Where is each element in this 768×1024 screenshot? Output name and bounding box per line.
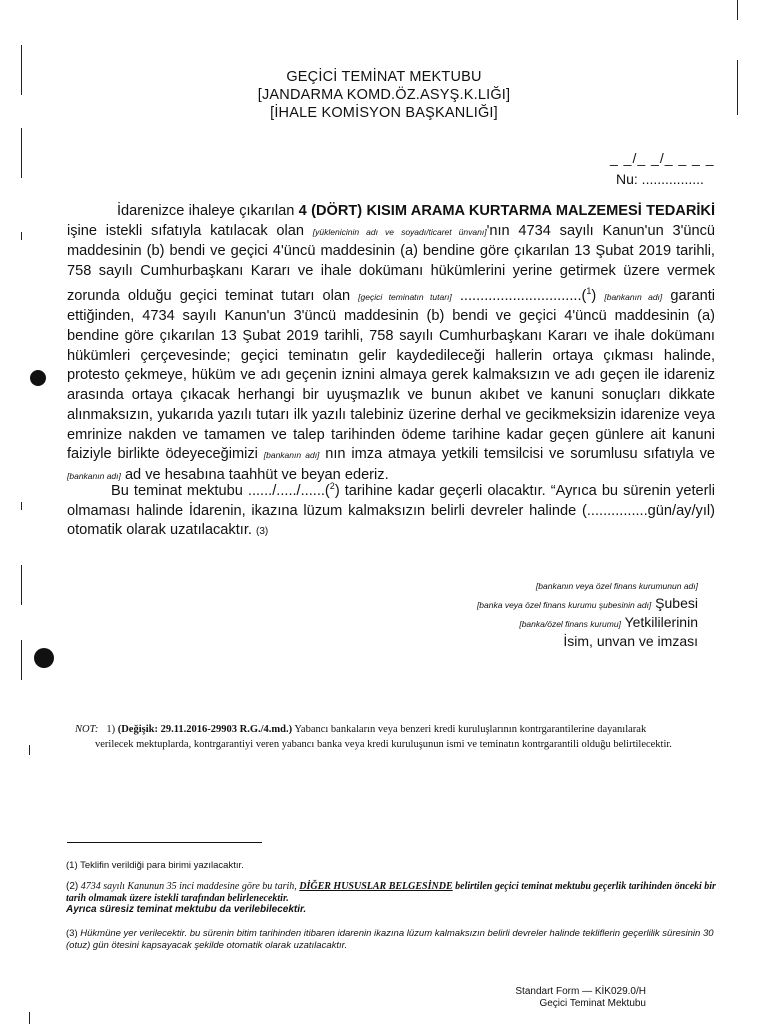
footnote-text: Ayrıca süresiz teminat mektubu da verilebilecektir. [66,904,307,915]
placeholder-bank: [bankanın adı] [263,450,320,461]
bank-placeholder: [banka/özel finans kurumu] [519,619,621,629]
placeholder-bank: [bankanın adı] [604,291,663,302]
main-paragraph [67,202,715,487]
footnote-emphasis: DİĞER HUSUSLAR BELGESİNDE [299,881,453,892]
scan-edge-line [21,232,22,240]
punch-hole [30,370,46,386]
date-placeholder: _ _/_ _/_ _ _ _ [610,150,715,166]
footnote-ref: (3) [256,526,269,538]
footnote-text: Hükmüne yer verilecektir. bu sürenin bitim tarihinden itibaren idarenin ikazına lüzum kalmaksızın belirli devreler halinde tekliflerin geçerlilik süresinin 30 (otuz) gün ötesini kapsayacak şekilde otomatik olarak uzatılacaktır. [66,928,714,951]
form-footer [515,986,646,1010]
text: İdarenizce ihaleye çıkarılan [117,203,299,219]
number-placeholder: Nu: ................ [616,171,704,187]
placeholder-contractor: [yüklenicinin adı ve soyadı/ticaret ünvanı] [312,226,487,237]
scan-edge-line [21,565,22,605]
bank-name-placeholder: [bankanın veya özel finans kurumunun adı] [535,581,698,591]
title-line: GEÇİCİ TEMİNAT MEKTUBU [286,69,482,85]
text: ) tarihine kadar geçerli olacaktır. “Ayrıca bu sürenin yeterli olmaması halinde İdarenin, ikazına lüzum kalmaksızın belirli devreler halinde (...............gün/ay/yıl) otomatik olarak uzatılacaktır. [67,482,715,539]
branch-line [477,595,698,614]
text: işine istekli sıfatıyla katılacak olan [67,222,313,239]
footnote-text: 4734 sayılı Kanunun 35 inci maddesine göre bu tarih, [78,881,300,892]
footnote-separator [67,842,262,843]
punch-hole [34,648,54,668]
placeholder-amount: [geçici teminatın tutarı] [358,291,452,302]
note-block [75,722,720,752]
footnote-ref: 2 [329,481,335,491]
authorized-line [477,614,698,633]
text: ..............................( [451,287,587,304]
footnote-number: (2) [66,881,79,892]
note-label: NOT: [75,724,99,735]
text: Yetkililerinin [620,614,698,630]
text: ad ve hesabına taahhüt ve beyan ederiz. [120,467,389,483]
note-amendment: (Değişik: 29.11.2016-29903 R.G./4.md.) [117,724,293,735]
footnote-text: belirtilen geçici teminat mektubu geçerlik tarihinden önceki bir tarih olmamak üzere istekli tarafından belirlenecektir. [66,881,716,904]
title-line: [JANDARMA KOMD.ÖZ.ASYŞ.K.LIĞI] [257,87,511,103]
text: Şubesi [651,595,698,611]
text: 'nın 4734 sayılı Kanun'un 3'üncü maddesinin (b) bendi ve geçici 4'üncü maddesinin (a) bendine göre çıkarılan 13 Şubat 2019 tarihli, 758 sayılı Cumhurbaşkanı Kararı ve ihale dokümanı hükümlerini yerine getirmek üzere vermek zorunda olduğu geçici teminat tutarı olan [67,222,716,304]
signature-caption: İsim, unvan ve imzası [563,633,698,649]
text: ) [591,287,605,304]
footnote-text: Teklifin verildiği para birimi yazılacaktır. [77,860,244,871]
text: garanti ettiğinden, 4734 sayılı Kanun'un 3'üncü maddesinin (b) bendi ve geçici 4'üncü maddesinin (a) bendine göre çıkarılan 13 Şubat 2019 tarihli, 758 sayılı Cumhurbaşkanı Kararı ve ihale dokümanı hükümleri çerçevesinde; geçici teminatın gelir kaydedileceği hallerin ortaya çıkması halinde, protesto çekmeye, hüküm ve adı geçenin iznini almaya gerek kalmaksızın ve adı geçen ile idareniz arasında ortaya çıkacak herhangi bir uyuşmazlık ve bunun akıbet ve kanuni sonuçları dikkate alınmaksızın, yukarıda yazılı tutarı ilk yazılı talebiniz üzerine derhal ve gecikmeksizin idarenize veya emrinize nakden ve tamamen ve talep tarihinden ödeme tarihine kadar geçen günlere ait kanuni faiziyle birlikte ödeyeceğimizi [67,287,715,463]
footnote-3 [66,928,726,951]
placeholder-bank: [bankanın adı] [67,471,121,481]
form-code: Standart Form — KİK029.0/H [515,986,646,997]
note-number: 1) [106,724,118,735]
note-text: Yabancı bankaların veya benzeri kredi kuruluşlarının kontrgarantilerine dayanılarak [292,724,647,735]
scan-edge-line [29,745,30,755]
form-name: Geçici Teminat Mektubu [539,998,646,1009]
title-line: [İHALE KOMİSYON BAŞKANLIĞI] [270,105,498,121]
branch-placeholder: [banka veya özel finans kurumu şubesinin adı] [476,600,652,610]
validity-paragraph [67,477,715,542]
footnote-1 [66,860,726,872]
footnote-number: (3) [66,928,78,939]
scan-edge-line [21,128,22,178]
footnote-ref: 1 [586,285,592,296]
text: Bu teminat mektubu ....../...../......( [111,482,330,499]
footnote-2 [66,881,726,916]
scan-edge-line [21,502,22,510]
text: nın imza atmaya yetkili temsilcisi ve sorumlusu sıfatıyla ve [319,446,715,463]
scan-edge-line [737,0,738,20]
scan-edge-line [21,640,22,680]
footnote-number: (1) [66,860,78,871]
letter-title [0,68,768,122]
signature-block [477,578,698,650]
scan-edge-line [29,1012,30,1024]
tender-name: 4 (DÖRT) KISIM ARAMA KURTARMA MALZEMESİ TEDARİKİ [298,203,716,219]
note-text: verilecek mektuplarda, kontrgarantiyi veren yabancı banka veya kredi kuruluşunun ismi ve teminatın kontrgarantili olduğu belirtilecektir. [95,739,672,750]
